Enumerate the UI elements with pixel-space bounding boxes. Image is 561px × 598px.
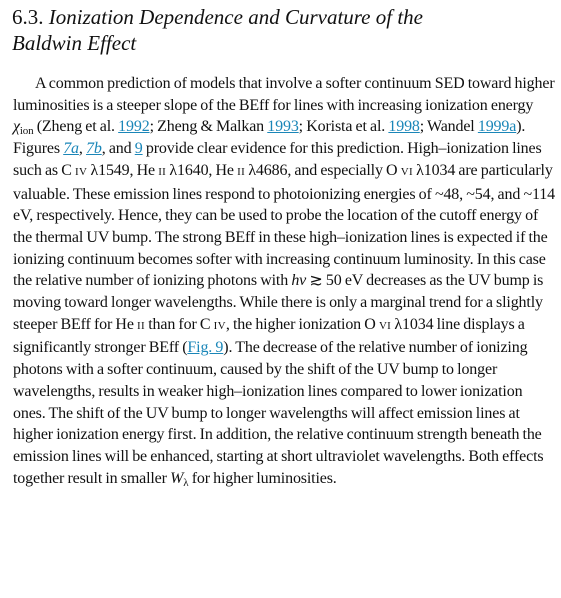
ref-zheng-1992-link[interactable]: 1992 <box>118 118 150 136</box>
text-run: provide clear evidence for this prediction. High–ionization lines such as C <box>13 140 542 179</box>
text-run: for higher luminosities. <box>188 469 337 487</box>
section-heading <box>12 4 552 56</box>
ion-label-ovi: VI <box>400 165 413 178</box>
section-number: 6.3. <box>12 5 44 29</box>
ion-label-heii: II <box>158 165 167 178</box>
text-run: λ1640, He <box>166 161 238 179</box>
text-run: λ4686, and especially O <box>245 161 401 179</box>
ref-wandel-1999a-link[interactable]: 1999a <box>477 118 517 136</box>
body-paragraph <box>13 73 556 489</box>
figure-7a-link[interactable]: 7a <box>63 140 79 158</box>
photon-energy-symbol: hν <box>291 272 307 290</box>
figure-9-link[interactable]: 9 <box>134 140 143 158</box>
ion-label-ovi: VI <box>378 319 392 332</box>
ion-label-civ: IV <box>213 319 226 332</box>
text-run: ). Figures <box>13 118 526 158</box>
lambda-subscript: λ <box>183 476 189 489</box>
text-run: ; Zheng & Malkan <box>149 118 268 136</box>
text-run: , the higher ionization O <box>225 315 379 333</box>
chi-subscript: ion <box>19 125 34 138</box>
text-run: , <box>78 140 87 158</box>
ref-korista-1998-link[interactable]: 1998 <box>388 118 420 136</box>
text-run: ≳ 50 eV decreases as the UV bump is moving toward longer wavelengths. While there is only a marginal trend for a slightly steeper BEff for He <box>13 272 544 333</box>
section-title-line1: Ionization Dependence and Curvature of the <box>48 5 423 29</box>
text-run: λ1034 line displays a significantly stronger BEff ( <box>13 315 525 357</box>
text-run: , and <box>101 140 135 158</box>
text-run: ; Korista et al. <box>298 118 389 136</box>
figure-7b-link[interactable]: 7b <box>86 140 102 158</box>
figure-9-inline-link[interactable]: Fig. 9 <box>187 339 224 357</box>
section-title-line2: Baldwin Effect <box>12 31 137 55</box>
ion-label-heii: II <box>237 165 246 178</box>
text-run: A common prediction of models that involve a softer continuum SED toward higher luminosities is a steeper slope of the BEff for lines with increasing ionization energy <box>13 75 555 114</box>
text-run: ; Wandel <box>419 118 478 136</box>
ion-label-civ: IV <box>75 165 88 178</box>
text-run: ). The decrease of the relative number of ionizing photons with a softer continuum, caused by the shift of the UV bump to longer wavelengths, results in weaker high–ionization lines compared to lower ionization ones. The shift of the UV bump to longer wavelengths will affect emission lines at higher ionization energy first. In addition, the relative continuum strength beneath the emission lines will be enhanced, starting at short ultraviolet wavelengths. Both effects together result in smaller <box>13 339 544 487</box>
text-run: (Zheng et al. <box>33 118 119 136</box>
text-run: than for C <box>144 315 214 333</box>
chi-symbol: χ <box>13 118 20 136</box>
equivalent-width-symbol: W <box>170 469 184 487</box>
ion-label-heii: II <box>137 319 145 332</box>
text-run: λ1034 are particularly valuable. These emission lines respond to photoionizing energies of ~48, ~54, and ~114 eV, respectively. Hence, they can be used to probe the location of the cutoff energy of the thermal UV bump. The strong BEff in these high–ionization lines is expected if the ionizing continuum becomes softer with increasing continuum luminosity. In this case the relative number of ionizing photons with <box>13 161 555 290</box>
text-run: λ1549, He <box>87 161 159 179</box>
ref-zheng-malkan-1993-link[interactable]: 1993 <box>267 118 299 136</box>
